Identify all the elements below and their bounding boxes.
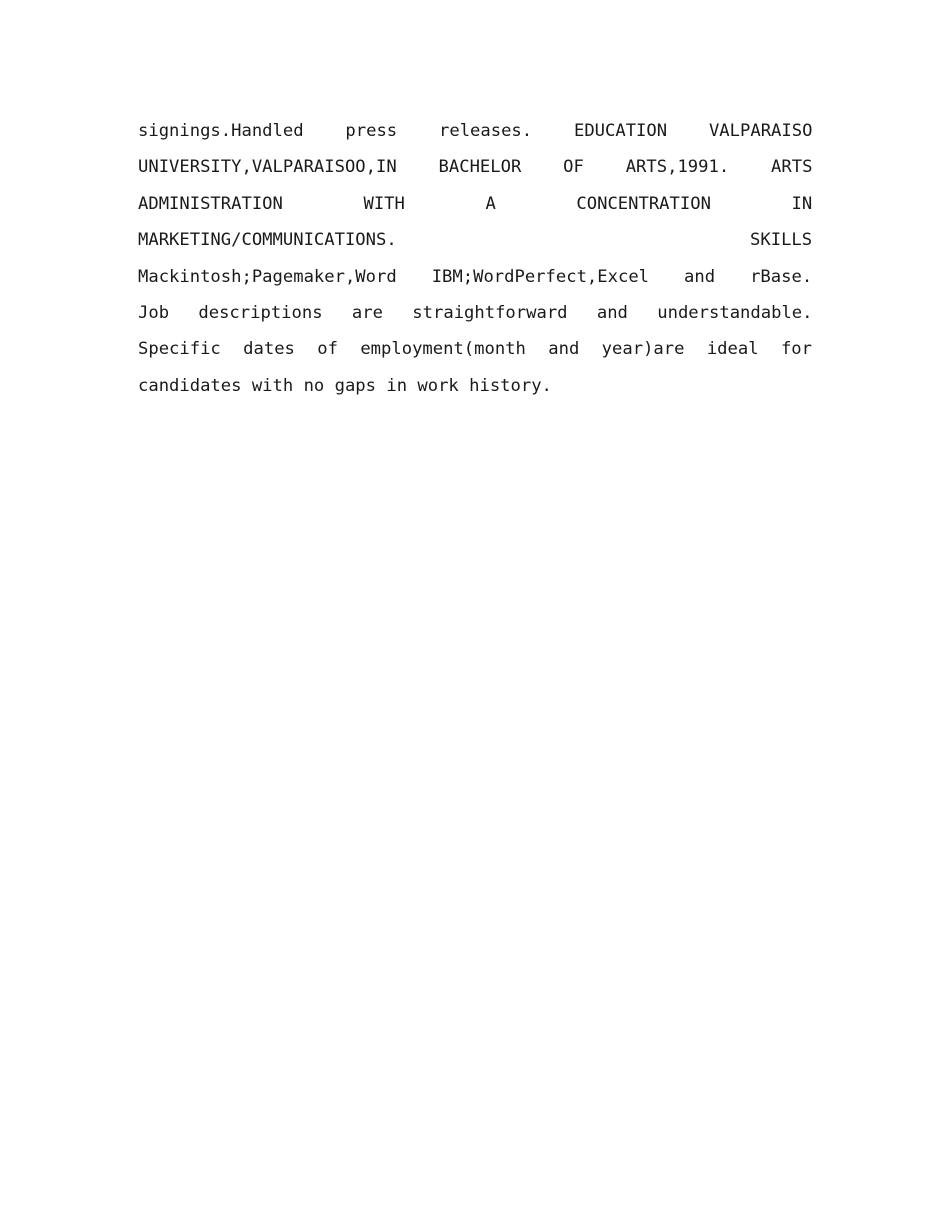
text-line-3: ADMINISTRATION WITH A CONCENTRATION IN (138, 193, 813, 214)
text-line-7: Specific dates of employment(month and year)are ideal for (138, 339, 812, 360)
text-line-8: candidates with no gaps in work history. (138, 375, 552, 396)
text-line-5: Mackintosh;Pagemaker,Word IBM;WordPerfect,Excel and rBase. (138, 266, 813, 287)
text-line-6: Job descriptions are straightforward and understandable. (138, 302, 813, 323)
document-body-text (138, 113, 812, 404)
text-line-1: signings.Handled press releases. EDUCATION VALPARAISO (138, 121, 813, 141)
text-line-4: MARKETING/COMMUNICATIONS. SKILLS (138, 230, 813, 251)
text-line-2: UNIVERSITY,VALPARAISOO,IN BACHELOR OF ARTS,1991. ARTS (138, 157, 813, 178)
